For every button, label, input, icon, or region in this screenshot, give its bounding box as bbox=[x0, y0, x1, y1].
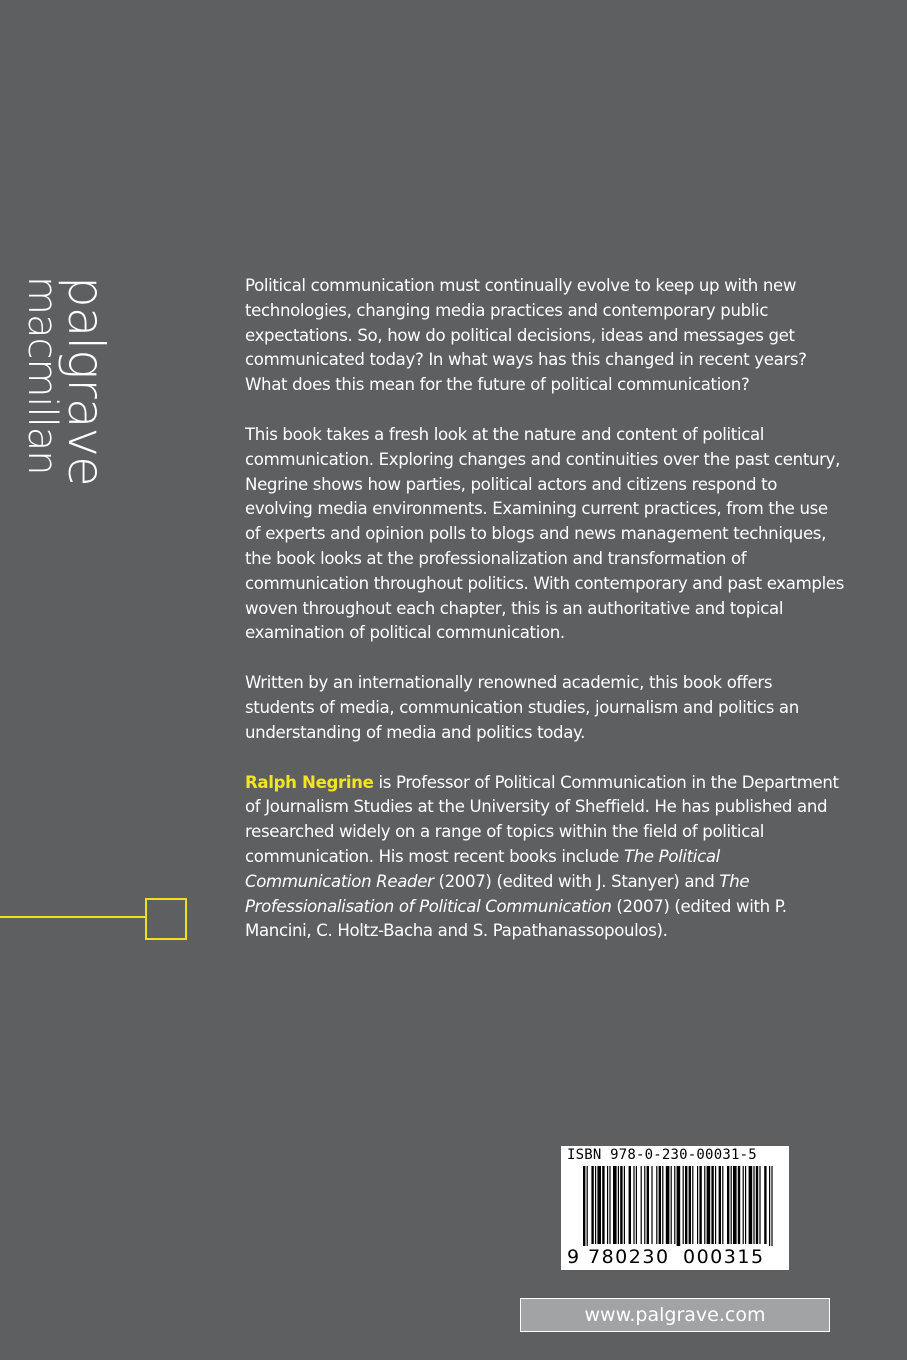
barcode-bar bbox=[659, 1166, 661, 1244]
isbn-label: ISBN 978-0-230-00031-5 bbox=[567, 1147, 757, 1163]
barcode-bar bbox=[644, 1166, 645, 1244]
barcode-digits-right: 000315 bbox=[683, 1246, 765, 1268]
barcode-bar bbox=[683, 1166, 684, 1244]
isbn-barcode bbox=[561, 1146, 789, 1270]
barcode-bar bbox=[699, 1166, 701, 1244]
logo-line-macmillan: macmillan bbox=[19, 276, 65, 475]
publisher-logo bbox=[19, 276, 115, 486]
website-url[interactable]: www.palgrave.com bbox=[584, 1304, 766, 1326]
barcode-bar bbox=[704, 1166, 705, 1244]
accent-square bbox=[145, 898, 187, 940]
barcode-bar bbox=[629, 1166, 631, 1244]
barcode-bar bbox=[733, 1166, 737, 1244]
barcode-bar bbox=[743, 1166, 744, 1244]
blurb-text bbox=[245, 274, 845, 969]
barcode-bar bbox=[671, 1166, 672, 1244]
author-bio-part-3: (2007) (edited with P. Mancini, C. Holtz-Bacha and S. Papathanassopoulos). bbox=[245, 896, 787, 941]
barcode-bar bbox=[759, 1166, 760, 1244]
barcode-bar bbox=[656, 1166, 657, 1244]
barcode-bar bbox=[771, 1166, 772, 1246]
logo-line-palgrave: palgrave bbox=[57, 276, 115, 486]
barcode-bar bbox=[641, 1166, 642, 1244]
barcode-bar bbox=[711, 1166, 713, 1244]
barcode-bar bbox=[595, 1166, 596, 1244]
book-title-2: The Professionalisation of Political Communication bbox=[245, 871, 750, 916]
barcode-bar bbox=[618, 1166, 619, 1244]
author-name: Ralph Negrine bbox=[245, 772, 374, 792]
barcode-bar bbox=[636, 1166, 637, 1244]
barcode-bar bbox=[697, 1166, 698, 1244]
blurb-paragraph-2: This book takes a fresh look at the nature and content of political communication. Exploring changes and continuities over the past century, Negrine shows how parties, political actors and citizens respond to evolving media environments. Examining current practices, from the use of experts and opinion polls to blogs and news management techniques, the book looks at the professionalization and transformation of communication throughout politics. With contemporary and past examples woven throughout each chapter, this is an authoritative and topical examination of political communication. bbox=[245, 424, 844, 643]
barcode-bar bbox=[597, 1166, 601, 1244]
barcode-bar bbox=[607, 1166, 608, 1244]
barcode-bar bbox=[689, 1166, 691, 1244]
barcode-bar bbox=[715, 1166, 716, 1244]
barcode-bar bbox=[602, 1166, 604, 1244]
barcode-digit-first: 9 bbox=[567, 1246, 580, 1268]
barcode-bar bbox=[753, 1166, 754, 1244]
book-title-1: The Political Communication Reader bbox=[245, 846, 720, 891]
barcode-bar bbox=[587, 1166, 588, 1246]
barcode-bar bbox=[738, 1166, 740, 1244]
barcode-bar bbox=[731, 1166, 732, 1244]
barcode-bar bbox=[583, 1166, 585, 1246]
barcode-bar bbox=[666, 1166, 670, 1244]
blurb-paragraph-1: Political communication must continually evolve to keep up with new technologies, changing media practices and contemporary public expectations. So, how do political decisions, ideas and messages get communicated today? In what ways has this changed in recent years? What does this mean for the future of political communication? bbox=[245, 276, 807, 395]
barcode-bar bbox=[692, 1166, 693, 1244]
barcode-bar bbox=[651, 1166, 652, 1244]
barcode-bar bbox=[727, 1166, 729, 1244]
barcode-digits-left: 780230 bbox=[588, 1246, 670, 1268]
barcode-bar bbox=[662, 1166, 663, 1244]
author-bio-part-2: (2007) (edited with J. Stanyer) and bbox=[433, 871, 720, 891]
barcode-bar bbox=[722, 1166, 723, 1244]
barcode-bar bbox=[677, 1166, 681, 1246]
barcode-bar bbox=[745, 1166, 746, 1244]
barcode-bar bbox=[719, 1166, 721, 1244]
author-bio-part-1: is Professor of Political Communication in the Department of Journalism Studies at the University of Sheffield. He has published and researched widely on a range of topics within the field of political communication. His most recent books include bbox=[245, 772, 839, 866]
barcode-bar bbox=[609, 1166, 610, 1244]
website-bar bbox=[520, 1298, 830, 1332]
barcode-bars bbox=[561, 1166, 789, 1246]
barcode-bar bbox=[647, 1166, 649, 1244]
barcode-bar bbox=[769, 1166, 770, 1246]
barcode-bar bbox=[749, 1166, 753, 1244]
barcode-bar bbox=[756, 1166, 758, 1244]
barcode-bar bbox=[624, 1166, 625, 1244]
barcode-bar bbox=[591, 1166, 593, 1244]
barcode-bar bbox=[613, 1166, 617, 1244]
barcode-bar bbox=[674, 1166, 675, 1244]
barcode-bar bbox=[685, 1166, 687, 1244]
accent-line bbox=[0, 916, 146, 918]
barcode-bar bbox=[707, 1166, 711, 1244]
barcode-bar bbox=[764, 1166, 766, 1244]
barcode-bar bbox=[633, 1166, 634, 1244]
barcode-bar bbox=[620, 1166, 622, 1244]
author-bio bbox=[245, 771, 845, 945]
blurb-paragraph-3: Written by an internationally renowned academic, this book offers students of media, communication studies, journalism and politics an understanding of media and politics today. bbox=[245, 673, 799, 742]
